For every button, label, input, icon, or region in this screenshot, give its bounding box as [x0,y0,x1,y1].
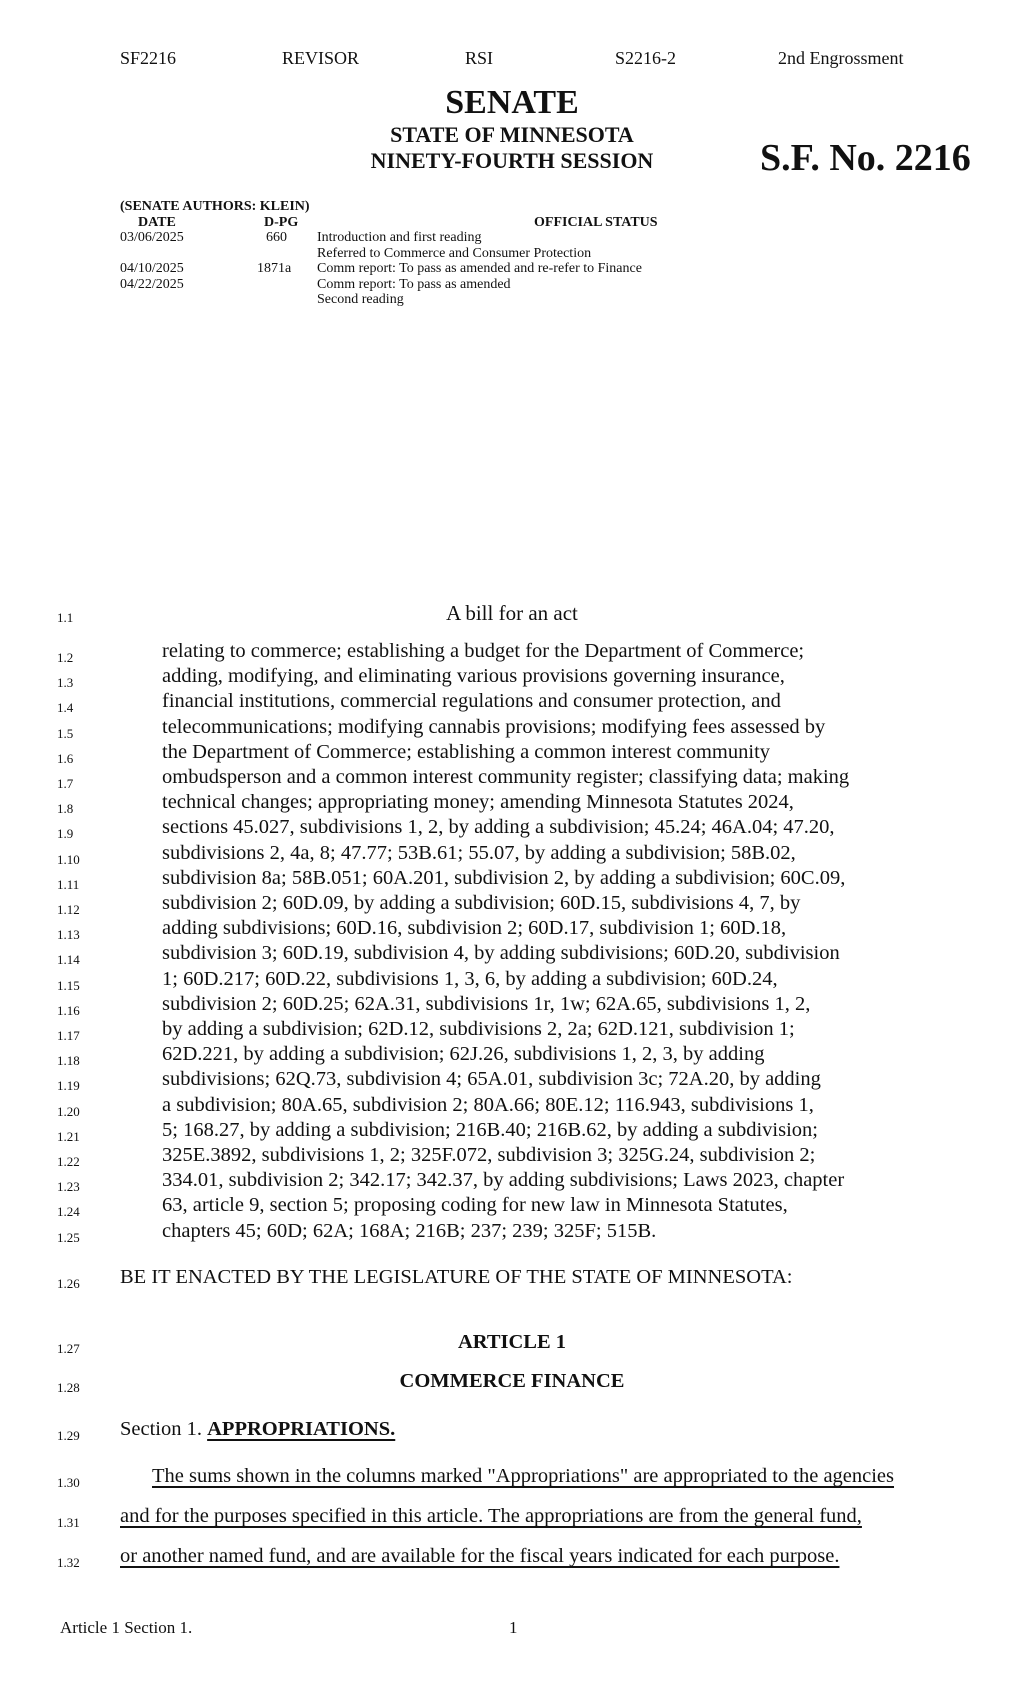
bill-description-line: chapters 45; 60D; 62A; 168A; 216B; 237; 239; 325F; 515B. [162,1219,657,1242]
line-number: 1.29 [57,1428,80,1443]
section-body-line: and for the purposes specified in this article. The appropriations are from the general fund, [120,1505,862,1527]
bill-description-line: sections 45.027, subdivisions 1, 2, by adding a subdivision; 45.24; 46A.04; 47.20, [162,816,835,839]
bill-description-line: ombudsperson and a common interest community register; classifying data; making [162,766,850,788]
line-number: 1.12 [57,902,80,917]
col-date: DATE [138,214,176,230]
page-number: 1 [509,1618,518,1637]
line-number: 1.18 [57,1053,80,1069]
line-number: 1.8 [57,801,74,817]
line-number: 1.23 [57,1179,80,1195]
article-title: COMMERCE FINANCE [399,1370,625,1392]
status-row [120,261,680,277]
bill-description-line: adding subdivisions; 60D.16, subdivision 2; 60D.17, subdivision 1; 60D.18, [162,917,787,940]
bill-description-line: relating to commerce; establishing a budget for the Department of Commerce; [162,640,805,662]
line-number: 1.32 [57,1555,80,1570]
bill-description-line: technical changes; appropriating money; amending Minnesota Statutes 2024, [162,791,794,814]
line-number: 1.2 [57,650,74,665]
line-number: 1.6 [57,750,74,766]
bill-description-line: a subdivision; 80A.65, subdivision 2; 80A.66; 80E.12; 116.943, subdivisions 1, [162,1093,814,1116]
header-engrossment: 2nd Engrossment [778,48,904,68]
bill-description-line: subdivision 3; 60D.19, subdivision 4, by adding subdivisions; 60D.20, subdivision [162,942,840,965]
header-office: REVISOR [282,48,360,68]
bill-description-line: subdivisions; 62Q.73, subdivision 4; 65A.01, subdivision 3c; 72A.20, by adding [162,1068,821,1091]
section-heading [120,1418,395,1441]
footer-section-ref: Article 1 Section 1. [60,1618,193,1637]
line-number: 1.30 [57,1475,80,1490]
line-number: 1.24 [57,1204,80,1220]
line-number: 1.11 [57,876,80,892]
bill-description-line: 62D.221, by adding a subdivision; 62J.26, subdivisions 1, 2, 3, by adding [162,1043,765,1066]
status-date: 03/06/2025 [120,230,184,245]
bill-description-line: the Department of Commerce; establishing a common interest community [162,740,771,763]
bill-description-line: financial institutions, commercial regulations and consumer protection, and [162,690,781,713]
status-action: Comm report: To pass as amended [317,276,511,292]
section-body-line: The sums shown in the columns marked "Appropriations" are appropriated to the agencies [152,1465,895,1487]
official-status-table [120,199,680,308]
status-date: 04/22/2025 [120,276,184,292]
status-row [120,277,680,293]
line-number: 1.28 [57,1380,80,1395]
status-action: Referred to Commerce and Consumer Protection [317,245,592,261]
status-row [120,246,680,262]
line-number: 1.5 [57,725,74,741]
status-date: 04/10/2025 [120,261,184,276]
status-action: Second reading [317,292,404,307]
bill-title: A bill for an act [446,601,578,625]
line-number: 1.17 [57,1028,80,1043]
senate-authors: (SENATE AUTHORS: KLEIN) [120,199,310,214]
line-number: 1.21 [57,1128,80,1144]
status-dpg: 1871a [257,261,292,276]
line-number: 1.22 [57,1154,80,1169]
bill-description-line: 334.01, subdivision 2; 342.17; 342.37, by adding subdivisions; Laws 2023, chapter [162,1169,845,1192]
bill-description-line: by adding a subdivision; 62D.12, subdivisions 2, 2a; 62D.121, subdivision 1; [162,1018,795,1040]
status-header-row [120,215,680,231]
article-heading: ARTICLE 1 [457,1331,567,1353]
bill-description-line: 1; 60D.217; 60D.22, subdivisions 1, 3, 6, by adding a subdivision; 60D.24, [162,967,778,990]
line-number: 1.14 [57,952,80,968]
header-initials: RSI [465,48,494,68]
bill-description-line: 325E.3892, subdivisions 1, 2; 325F.072, subdivision 3; 325G.24, subdivision 2; [162,1144,816,1166]
header-file: SF2216 [120,48,177,68]
line-number: 1.7 [57,776,74,791]
bill-description-line: subdivisions 2, 4a, 8; 47.77; 53B.61; 55.07, by adding a subdivision; 58B.02, [162,841,796,864]
bill-description-line: 63, article 9, section 5; proposing coding for new law in Minnesota Statutes, [162,1194,788,1217]
status-action: Comm report: To pass as amended and re-refer to Finance [317,261,642,276]
bill-description-line: subdivision 8a; 58B.051; 60A.201, subdivision 2, by adding a subdivision; 60C.09, [162,866,846,889]
line-number: 1.26 [57,1276,80,1291]
bill-description-line: subdivision 2; 60D.09, by adding a subdivision; 60D.15, subdivisions 4, 7, by [162,892,801,914]
col-status: OFFICIAL STATUS [534,214,658,230]
line-number: 1.27 [57,1341,80,1356]
masthead-session: NINETY-FOURTH SESSION [370,148,654,173]
section-title: APPROPRIATIONS. [207,1418,396,1440]
line-number: 1.1 [57,610,74,625]
line-number: 1.20 [57,1103,80,1119]
line-number: 1.10 [57,851,80,867]
bill-description-line: telecommunications; modifying cannabis provisions; modifying fees assessed by [162,715,826,738]
status-row [120,292,680,308]
line-number: 1.13 [57,927,80,943]
line-number: 1.3 [57,675,74,691]
section-prefix: Section 1. [120,1418,202,1440]
masthead-body: SENATE [445,84,579,121]
line-number: 1.25 [57,1229,80,1245]
line-number: 1.15 [57,977,80,993]
bill-description-line: adding, modifying, and eliminating various provisions governing insurance, [162,665,785,688]
line-number: 1.19 [57,1078,80,1094]
masthead-state: STATE OF MINNESOTA [390,122,634,147]
enacting-clause: BE IT ENACTED BY THE LEGISLATURE OF THE STATE OF MINNESOTA: [120,1266,793,1288]
line-number: 1.9 [57,826,74,842]
bill-number: S.F. No. 2216 [760,137,971,179]
bill-description-line: subdivision 2; 60D.25; 62A.31, subdivisions 1r, 1w; 62A.65, subdivisions 1, 2, [162,992,811,1015]
line-number: 1.31 [57,1515,80,1530]
status-row [120,230,680,246]
line-number: 1.16 [57,1002,80,1018]
status-action: Introduction and first reading [317,230,482,245]
section-body-line: or another named fund, and are available for the fiscal years indicated for each purpose. [120,1545,840,1567]
bill-description-line: 5; 168.27, by adding a subdivision; 216B.40; 216B.62, by adding a subdivision; [162,1118,818,1141]
col-dpg: D-PG [264,214,299,230]
status-dpg: 660 [266,230,287,245]
header-doc-id: S2216-2 [615,48,677,68]
line-number: 1.4 [57,700,74,716]
